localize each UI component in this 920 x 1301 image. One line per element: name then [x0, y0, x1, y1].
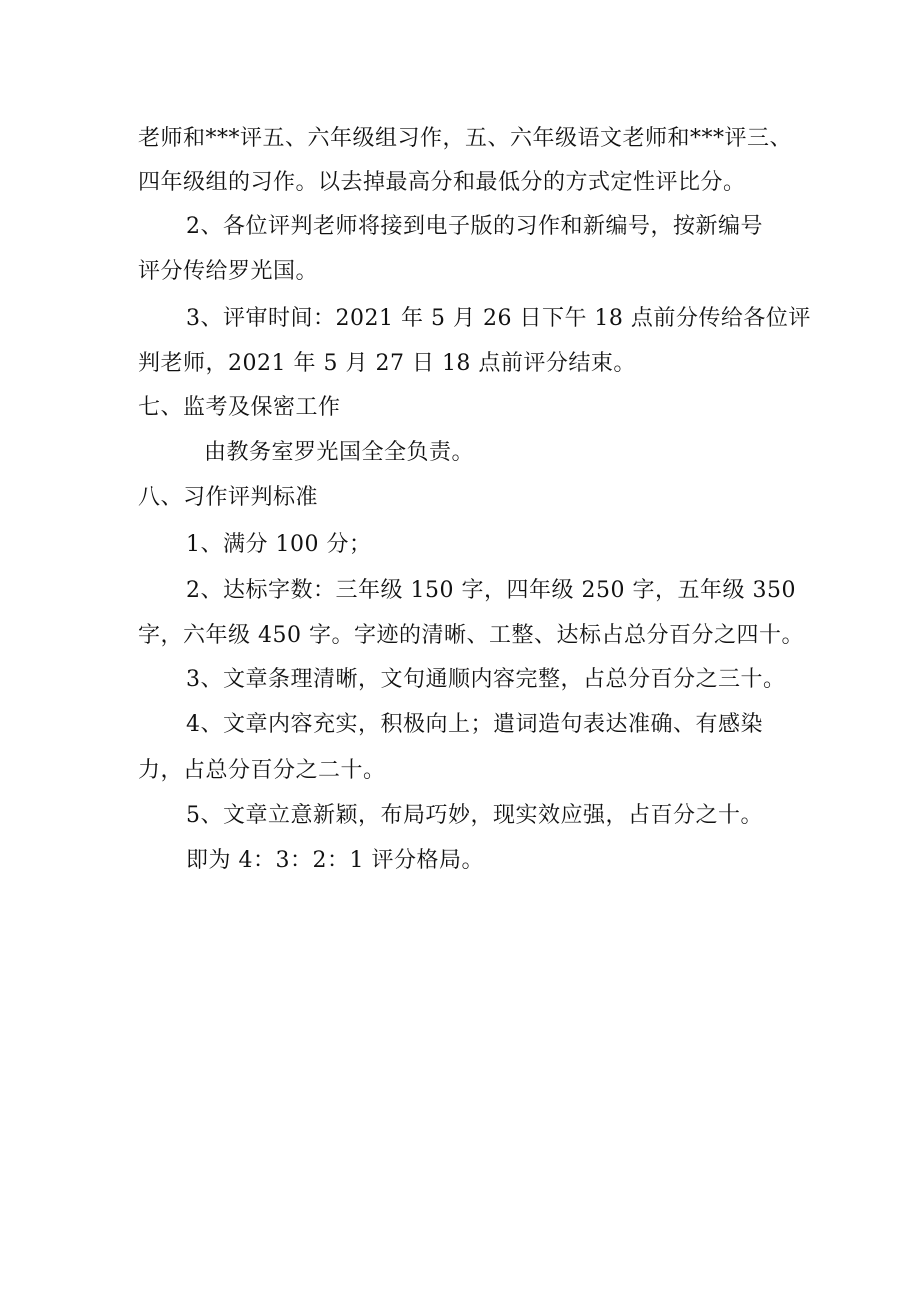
- paragraph-line: 判老师，2021 年 5 月 27 日 18 点前评分结束。: [138, 351, 636, 376]
- list-item: 5、文章立意新颖，布局巧妙，现实效应强，占百分之十。: [186, 803, 763, 828]
- list-item: 3、文章条理清晰，文句通顺内容完整，占总分百分之三十。: [186, 667, 786, 692]
- paragraph-line: 四年级组的习作。以去掉最高分和最低分的方式定性评比分。: [138, 170, 746, 195]
- list-item: 4、文章内容充实，积极向上；遣词造句表达准确、有感染: [186, 712, 763, 737]
- paragraph-line: 3、评审时间：2021 年 5 月 26 日下午 18 点前分传给各位评: [186, 306, 811, 331]
- paragraph-line: 2、各位评判老师将接到电子版的习作和新编号，按新编号: [186, 214, 763, 239]
- section-heading: 七、监考及保密工作: [138, 395, 341, 420]
- list-item: 1、满分 100 分；: [186, 532, 372, 557]
- list-item: 2、达标字数：三年级 150 字，四年级 250 字，五年级 350: [186, 578, 796, 603]
- paragraph-line: 老师和***评五、六年级组习作，五、六年级语文老师和***评三、: [138, 126, 793, 151]
- paragraph-line: 即为 4：3：2：1 评分格局。: [186, 848, 484, 873]
- paragraph-line: 评分传给罗光国。: [138, 259, 319, 284]
- section-heading: 八、习作评判标准: [138, 485, 319, 510]
- paragraph-line: 字，六年级 450 字。字迹的清晰、工整、达标占总分百分之四十。: [138, 623, 804, 648]
- paragraph-line: 力，占总分百分之二十。: [138, 758, 386, 783]
- paragraph-line: 由教务室罗光国全全负责。: [204, 440, 475, 465]
